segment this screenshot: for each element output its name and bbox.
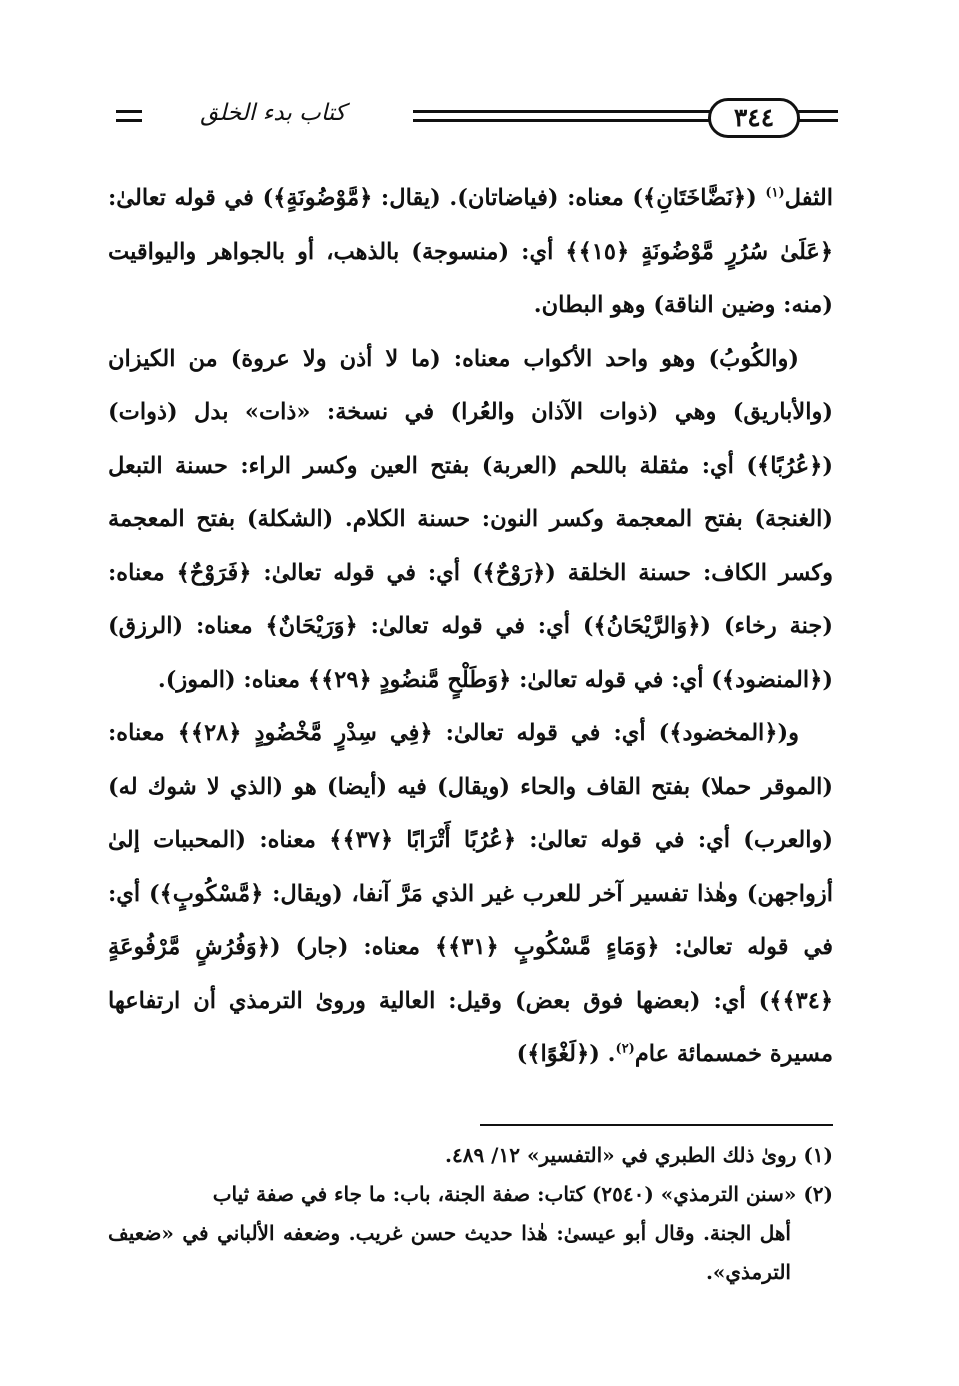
paragraph <box>108 333 833 708</box>
footnotes <box>108 1136 833 1292</box>
footnote-continuation: أهل الجنة. وقال أبو عيسىٰ: هٰذا حديث حسن غريب. وضعفه الألباني في «ضعيف الترمذي». <box>108 1221 791 1284</box>
paragraph-text: . (﴿لَغْوًا﴾) <box>516 1041 616 1067</box>
paragraph <box>108 707 833 1082</box>
paragraph <box>108 172 833 333</box>
header-ornament-right <box>798 110 838 122</box>
footnote-separator <box>480 1124 833 1126</box>
header-ornament-left <box>116 110 142 122</box>
paragraph-text: و(﴿المخضود﴾) أي: في قوله تعالىٰ: ﴿فِي سِدْرٍ مَّخْضُودٍ ﴿٢٨﴾﴾ معناه: (الموقر حملا) بفتح القاف والحاء (ويقال) فيه (أيضا) هو (الذي لا شوك له) (والعرب) أي: في قوله تعالىٰ: ﴿عُرُبًا أَتْرَابًا ﴿٣٧﴾﴾ معناه: (المحببات إلىٰ أزواجهن) وهٰذا تفسير آخر للعرب غير الذي مَرَّ آنفا، (ويقال: ﴿مَّسْكُوبٍ﴾) أي: في قوله تعالىٰ: ﴿وَمَاءٍ مَّسْكُوبٍ ﴿٣١﴾﴾ معناه: (جار) (﴿وَفُرُشٍ مَّرْفُوعَةٍ ﴿٣٤﴾﴾) أي: (بعضها فوق بعض) وقيل: العالية وروىٰ الترمذي أن ارتفاعها مسيرة خمسمائة عام <box>108 720 834 1067</box>
paragraph-text: (﴿نَضَّاخَتَانِ﴾) معناه: (فياضاتان). (يقال: ﴿مَّوْضُونَةٍ﴾) في قوله تعالىٰ: ﴿عَلَىٰ سُرُرٍ مَّوْضُونَةٍ ﴿١٥﴾﴾ أي: (منسوجة) بالذهب، أو بالجواهر واليواقيت (منه: وضين الناقة) وهو البطان. <box>108 185 834 318</box>
paragraph-text: الثفل <box>784 185 833 211</box>
footnote: (١) روىٰ ذلك الطبري في «التفسير» ١٢/ ٤٨٩. <box>445 1143 833 1167</box>
running-title: كتاب بدء الخلق <box>200 100 346 126</box>
footnote: (٢) «سنن الترمذي» (٢٥٤٠) كتاب: صفة الجنة، باب: ما جاء في صفة ثياب <box>212 1182 833 1206</box>
page-number: ٣٤٤ <box>708 98 800 138</box>
main-text <box>108 172 833 1082</box>
paragraph-text: (والكُوبُ) وهو واحد الأكواب معناه: (ما لا أذن ولا عروة) من الكيزان (والأباريق) وهي (ذوات الآذان والعُرا) في نسخة: «ذات» بدل (ذوات) (﴿عُرُبًا﴾) أي: مثقلة باللحم (العربة) بفتح العين وكسر الراء: حسنة التبعل (الغنجة) بفتح المعجمة وكسر النون: حسنة الكلام. (الشكلة) بفتح المعجمة وكسر الكاف: حسنة الخلقة (﴿رَوْحٌ﴾) أي: في قوله تعالىٰ: ﴿فَرَوْحٌ﴾ معناه: (جنة رخاء) (﴿وَالرَّيْحَانُ﴾) أي: في قوله تعالىٰ: ﴿وَرَيْحَانٌ﴾ معناه: (الرزق) (﴿المنضود﴾) أي: في قوله تعالىٰ: ﴿وَطَلْحٍ مَّنضُودٍ ﴿٢٩﴾﴾ معناه: (الموز). <box>108 345 833 693</box>
footnote-marker: (٢) <box>615 1041 635 1057</box>
header-rule <box>413 110 713 122</box>
footnote-marker: (١) <box>765 185 785 201</box>
page-header <box>108 98 833 144</box>
